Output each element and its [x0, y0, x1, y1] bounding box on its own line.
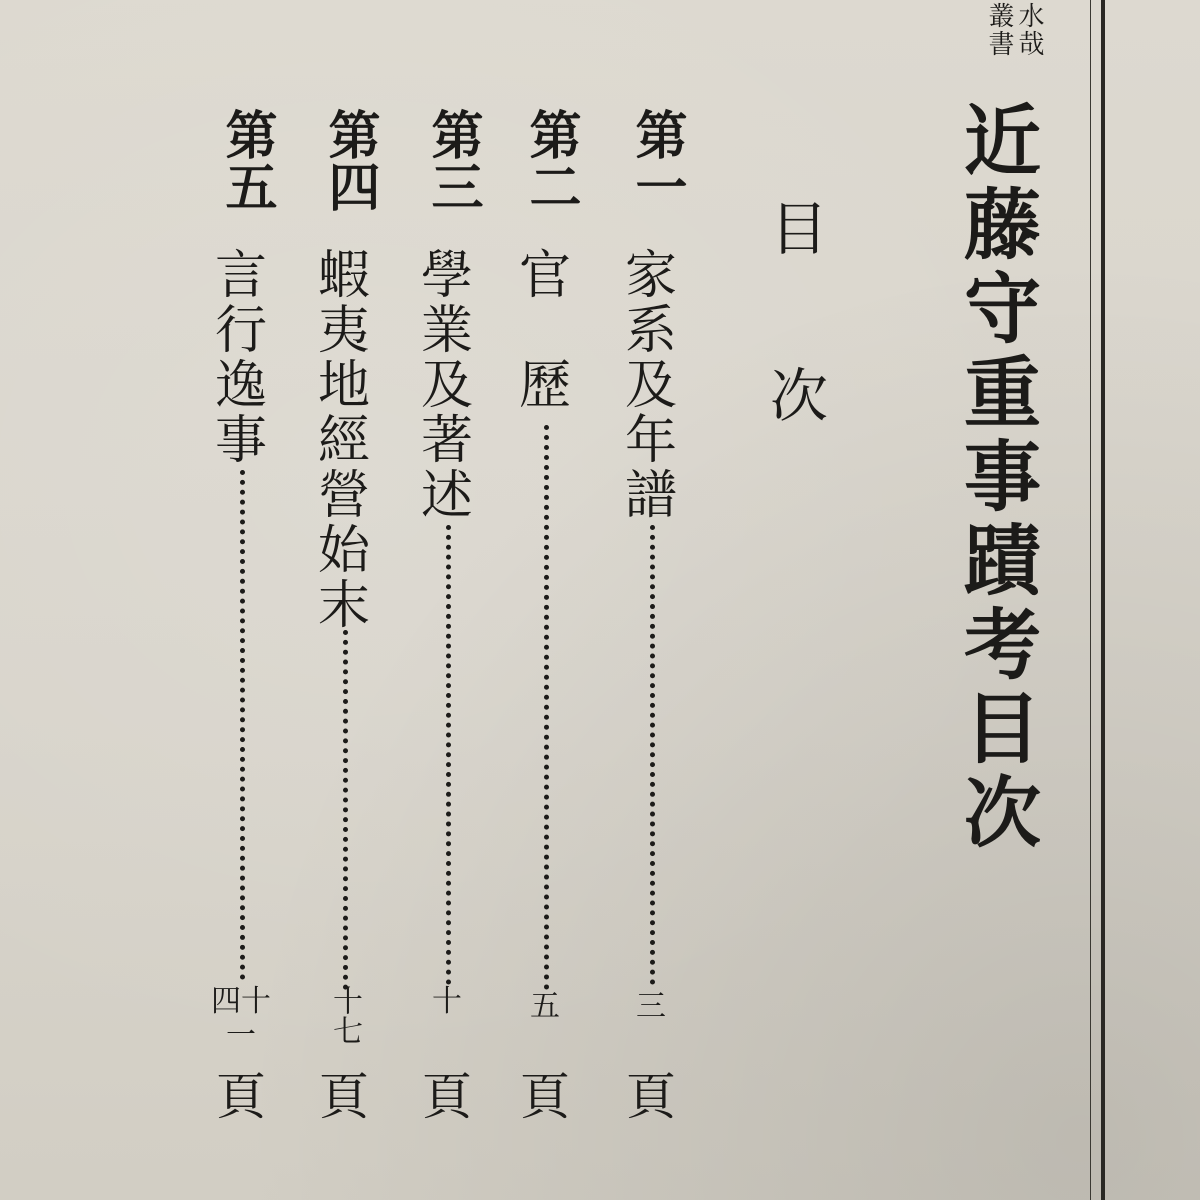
- toc-leader-dots: [240, 470, 253, 980]
- title-char: 蝦: [317, 246, 370, 306]
- title-char: 業: [420, 301, 473, 361]
- title-char: 官: [518, 246, 571, 306]
- toc-entry-title: [313, 246, 375, 636]
- title-char: 夷: [317, 301, 370, 361]
- toc-page-unit: 頁: [422, 1068, 472, 1126]
- title-char: 逸: [214, 356, 267, 416]
- toc-page-number: 四十一: [211, 984, 271, 1053]
- title-char: 及: [624, 356, 677, 416]
- toc-leader-dots: [544, 425, 557, 990]
- toc-heading-char: 次: [769, 362, 828, 430]
- toc-page-unit: 頁: [626, 1068, 676, 1126]
- title-char: 經: [317, 411, 370, 471]
- toc-entry-title: [620, 246, 682, 526]
- title-char: 學: [420, 246, 473, 306]
- title-char: 末: [317, 576, 370, 636]
- page-title: 近藤守重事蹟考目次: [951, 100, 1041, 856]
- title-char: 歷: [518, 356, 571, 416]
- title-char: 述: [420, 466, 473, 526]
- series-name-line-2: 叢書: [984, 2, 1014, 58]
- title-char: 言: [214, 246, 267, 306]
- toc-entry-label: 第一: [626, 108, 687, 212]
- series-name-line-1: 水哉: [1014, 2, 1044, 58]
- title-char: 及: [420, 356, 473, 416]
- toc-leader-dots: [650, 525, 663, 985]
- title-char: 家: [624, 246, 677, 306]
- title-char: 譜: [624, 466, 677, 526]
- title-char: 著: [420, 411, 473, 471]
- title-char: 行: [214, 301, 267, 361]
- title-char: 營: [317, 466, 370, 526]
- toc-entry-label: 第二: [520, 108, 581, 212]
- title-char: 年: [624, 411, 677, 471]
- toc-page-unit: 頁: [520, 1068, 570, 1126]
- page-border-inner: [1090, 0, 1091, 1200]
- toc-page-number: 五: [530, 989, 560, 1024]
- title-char: 系: [624, 301, 677, 361]
- title-spacer: [514, 305, 576, 360]
- toc-entry-label: 第四: [319, 108, 380, 212]
- toc-entry-title: [210, 246, 272, 471]
- toc-leader-dots: [343, 630, 356, 990]
- toc-entry-title: [416, 246, 478, 526]
- toc-page-number-text: 十七: [327, 985, 362, 1045]
- toc-entry-title: [514, 246, 576, 416]
- toc-heading-char: 目: [769, 195, 828, 263]
- toc-page-number: 十: [432, 984, 462, 1019]
- toc-page-unit: 頁: [319, 1068, 369, 1126]
- toc-page-number: [313, 985, 375, 1052]
- toc-page-unit: 頁: [216, 1068, 266, 1126]
- title-char: 地: [317, 356, 370, 416]
- title-char: 始: [317, 521, 370, 581]
- toc-entry-label: 第五: [216, 108, 277, 212]
- toc-page-number: 三: [636, 989, 666, 1024]
- page-border-outer: [1101, 0, 1105, 1200]
- toc-leader-dots: [446, 525, 459, 985]
- title-char: 事: [214, 411, 267, 471]
- toc-entry-label: 第三: [422, 108, 483, 212]
